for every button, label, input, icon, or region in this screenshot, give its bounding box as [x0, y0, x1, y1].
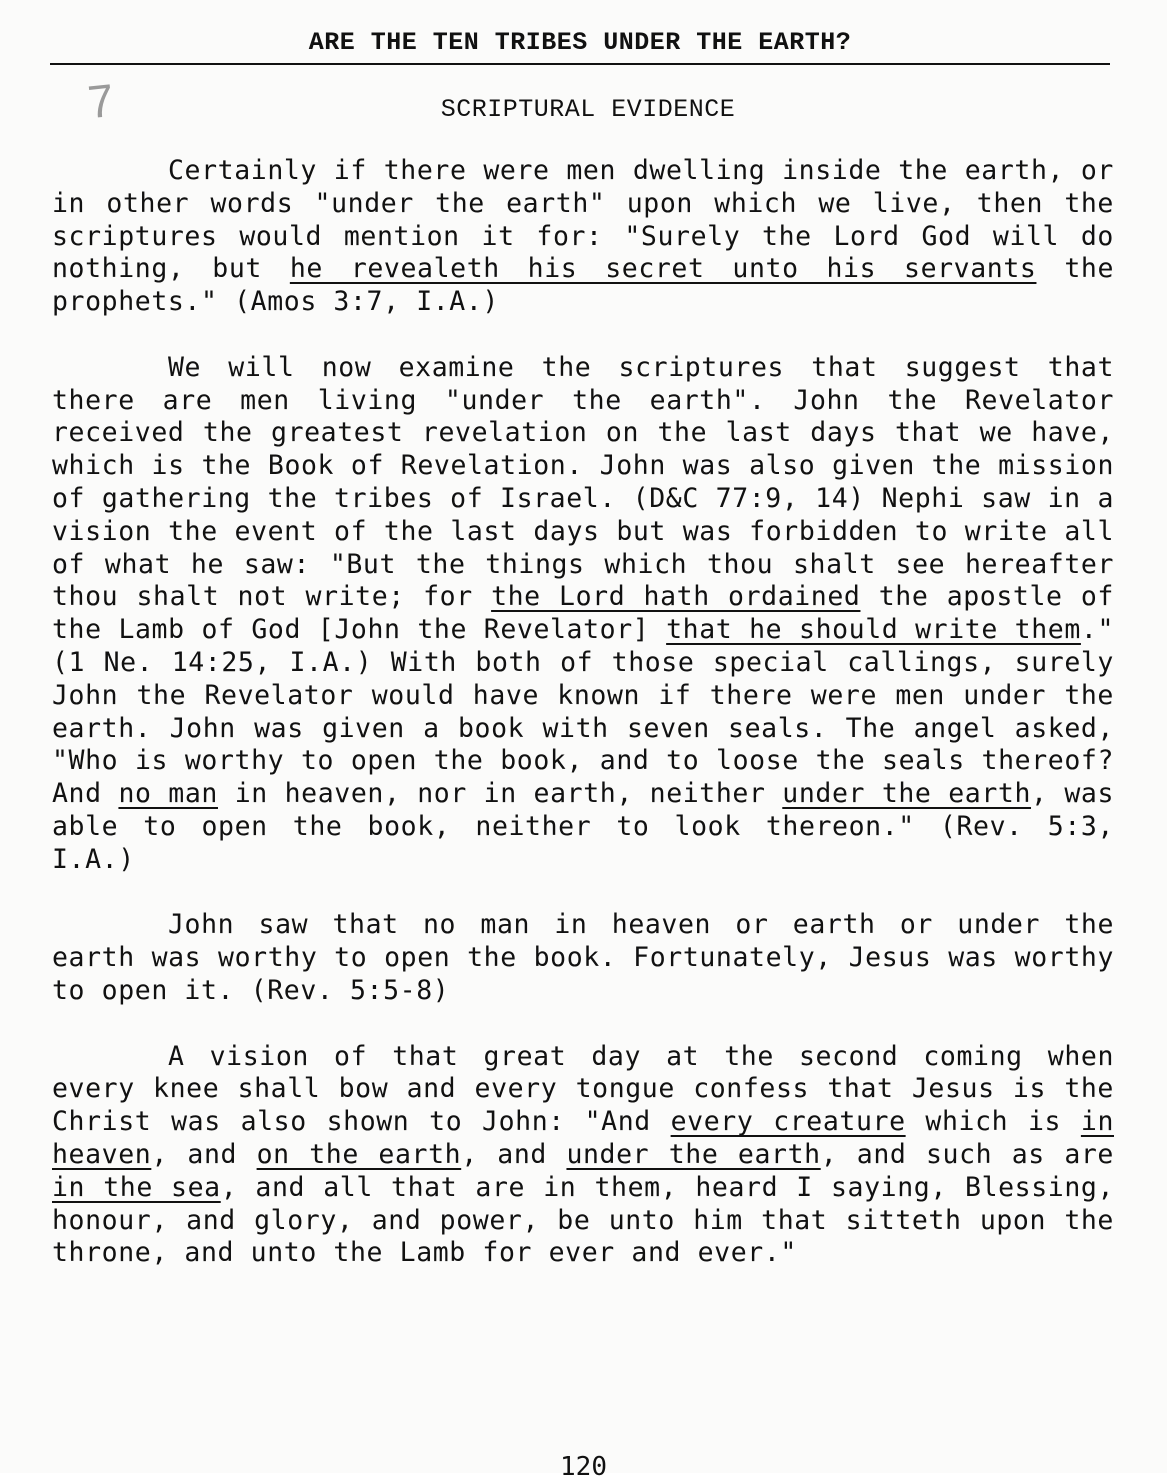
text-run: , and [151, 1138, 257, 1170]
underlined-phrase: that he should write them [666, 614, 1081, 646]
paragraph-2 [52, 352, 1114, 877]
text-run: in heaven, nor in earth, neither [217, 778, 783, 810]
text-run: We will now examine the scriptures that suggest that there are men living "under the earth". John the Revelator received the greatest revelation on the last days that we have, which is the Book of Revelation. John was also given the mission of gathering the tribes of Israel. (D&C 77:9, 14) Nephi saw in a vision the event of the last days but was forbidden to write all of what he saw: "But the things which thou shalt see hereafter thou shalt not write; for [52, 351, 1114, 613]
underlined-phrase: no man [118, 778, 218, 810]
text-run: Certainly if there were men dwelling inside the earth, or in other words "under the earth" upon which we live, then the scriptures would mention it for: "Surely the Lord God will do nothing, but [52, 155, 1114, 285]
underlined-phrase: under the earth [566, 1138, 821, 1170]
underlined-phrase: he revealeth his secret unto his servants [289, 253, 1037, 285]
section-title: SCRIPTURAL EVIDENCE [440, 95, 736, 124]
text-run: A vision of that great day at the second coming when every knee shall bow and every tongue confess that Jesus is the Christ was also shown to John: "And [52, 1040, 1114, 1138]
page-number: 120 [560, 1452, 607, 1482]
underlined-phrase: every creature [670, 1106, 906, 1138]
body-text [52, 155, 1114, 1303]
page-header-title: ARE THE TEN TRIBES UNDER THE EARTH? [308, 28, 852, 57]
paragraph-4 [52, 1041, 1114, 1271]
text-run: , and [461, 1138, 567, 1170]
underlined-phrase: in the sea [52, 1171, 221, 1203]
text-run: ." (1 Ne. 14:25, I.A.) With both of those special callings, surely John the Revelator would have known if there were men under the earth. John was given a book with seven seals. The angel asked, "Who is worthy to open the book, and to loose the seals thereof? And [52, 614, 1115, 810]
underlined-phrase: on the earth [256, 1138, 462, 1170]
text-run: the apostle of the Lamb of God [John the Revelator] [52, 581, 1114, 646]
text-run: John saw that no man in heaven or earth or under the earth was worthy to open the book. Fortunately, Jesus was worthy to open it. (Rev. 5:5-8) [52, 909, 1114, 1006]
text-run: the prophets." (Amos 3:7, I.A.) [52, 253, 1115, 318]
text-run: , and all that are in them, heard I saying, Blessing, honour, and glory, and power, be unto him that sitteth upon the throne, and unto the Lamb for ever and ever." [52, 1171, 1114, 1269]
paragraph-3 [52, 909, 1114, 1007]
underlined-phrase: under the earth [782, 778, 1032, 810]
text-run: , was able to open the book, neither to look thereon." (Rev. 5:3, I.A.) [52, 778, 1114, 875]
underlined-phrase: the Lord hath ordained [491, 581, 861, 613]
header-divider [50, 63, 1110, 65]
text-run: , and such as are [820, 1138, 1114, 1170]
handwritten-page-mark: 7 [85, 73, 117, 129]
paragraph-1 [52, 155, 1114, 319]
underlined-phrase: in heaven [52, 1106, 1114, 1170]
text-run: which is [905, 1106, 1081, 1138]
